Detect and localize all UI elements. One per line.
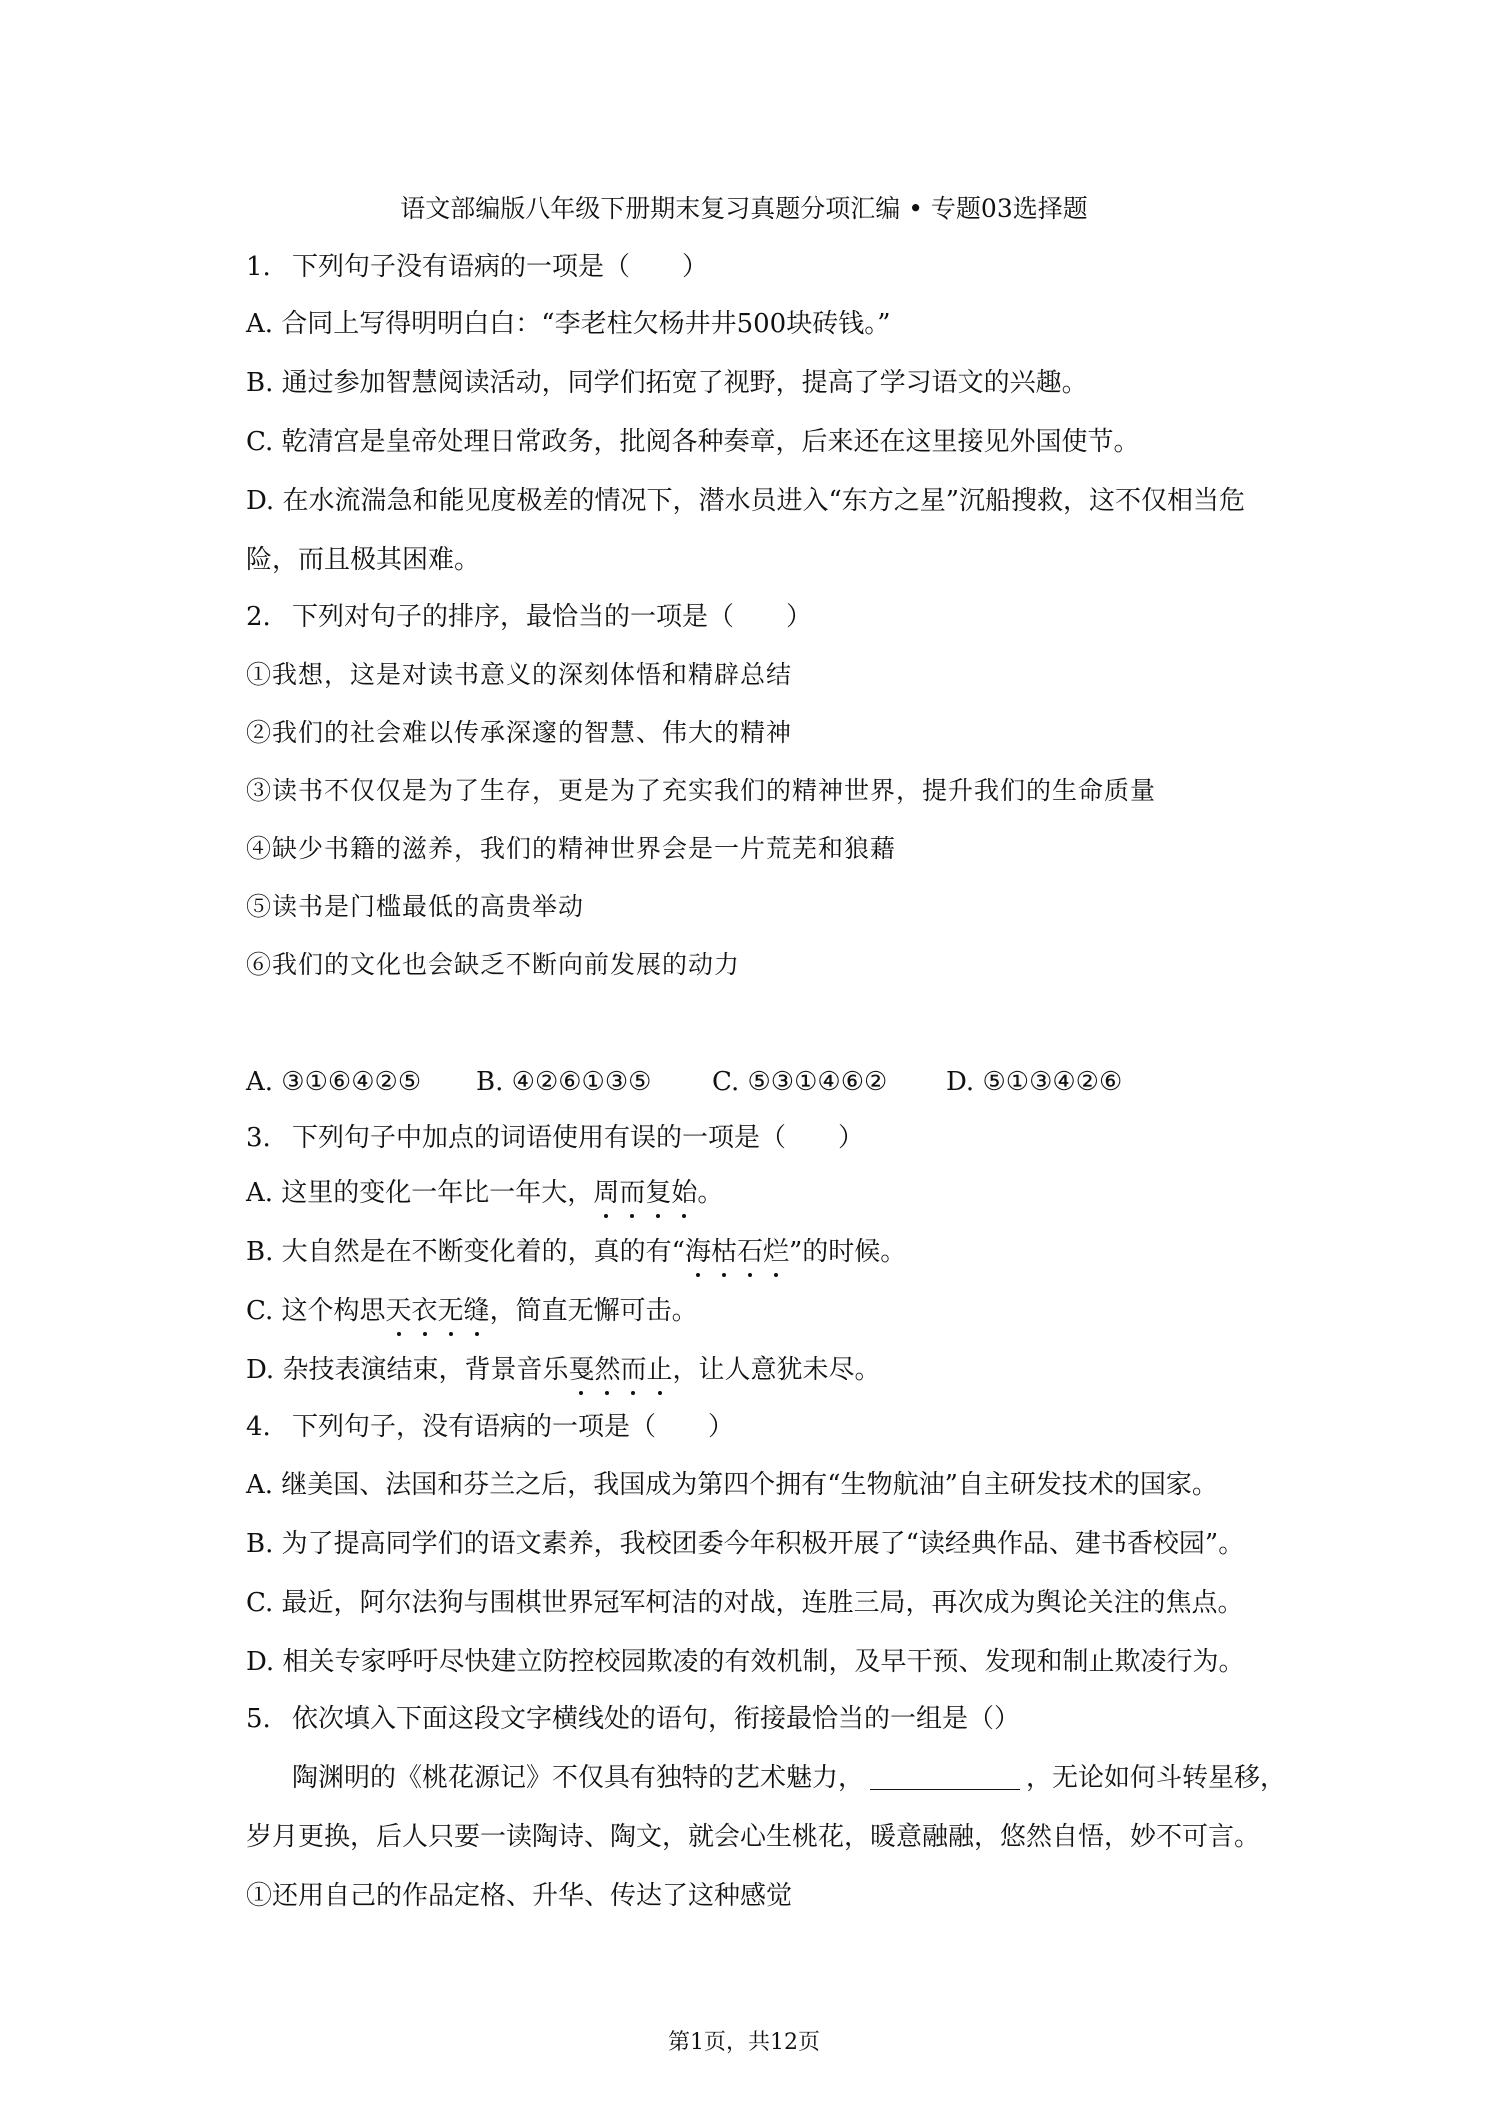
option-text: C. 这个构思 (246, 1296, 386, 1326)
question-5-stem (246, 1702, 1306, 1736)
q2-sentence-5: ⑤读书是门槛最低的高贵举动 (246, 892, 585, 921)
q5-sentence-1: ①还用自己的作品定格、升华、传达了这种感觉 (246, 1881, 793, 1911)
question-1-stem (246, 250, 1306, 284)
q3-option-b (246, 1235, 1306, 1269)
q2-option-c: C. ⑤③①④⑥② (712, 1067, 888, 1097)
question-number: 4. (246, 1412, 271, 1442)
dotted-char: 天 (385, 1296, 412, 1326)
dotted-char: 缝 (463, 1296, 490, 1326)
question-text: 依次填入下面这段文字横线处的语句，衔接最恰当的一组是（） (292, 1704, 1021, 1734)
dotted-char: 无 (437, 1296, 464, 1326)
passage-text: ，无论如何斗转星移， (1026, 1763, 1287, 1793)
option-text: D. 杂技表演结束，背景音乐 (246, 1355, 569, 1385)
option-text: ，让人意犹未尽。 (672, 1355, 881, 1385)
dotted-char: 止 (646, 1355, 673, 1385)
q4-option-b: B. 为了提高同学们的语文素养，我校团委今年积极开展了“读经典作品、建书香校园”。 (246, 1529, 1245, 1559)
question-text: 下列句子中加点的词语使用有误的一项是（ ） (292, 1123, 865, 1153)
q4-option-a: A. 继美国、法国和芬兰之后，我国成为第四个拥有“生物航油”自主研发技术的国家。 (246, 1470, 1218, 1500)
dotted-char: 周 (593, 1178, 620, 1208)
q2-option-d: D. ⑤①③④②⑥ (946, 1067, 1123, 1097)
passage-text: 陶渊明的《桃花源记》不仅具有独特的艺术魅力， (292, 1763, 865, 1793)
dotted-char: 衣 (411, 1296, 438, 1326)
question-text: 下列对句子的排序，最恰当的一项是（ ） (292, 602, 813, 632)
dotted-char: 烂 (762, 1237, 789, 1267)
q3-option-a (246, 1176, 1306, 1210)
q5-passage-line2: 岁月更换，后人只要一读陶诗、陶文，就会心生桃花，暖意融融，悠然自悟，妙不可言。 (246, 1822, 1261, 1852)
q2-option-a: A. ③①⑥④②⑤ (246, 1067, 422, 1097)
q1-option-c: C. 乾清宫是皇帝处理日常政务，批阅各种奏章，后来还在这里接见外国使节。 (246, 427, 1140, 457)
dotted-char: 戛 (568, 1355, 595, 1385)
q2-sentence-2: ②我们的社会难以传承深邃的智慧、伟大的精神 (246, 718, 793, 747)
question-number: 3. (246, 1123, 271, 1153)
q2-sentence-1: ①我想，这是对读书意义的深刻体悟和精辟总结 (246, 660, 793, 689)
q2-sentence-3: ③读书不仅仅是为了生存，更是为了充实我们的精神世界，提升我们的生命质量 (246, 776, 1157, 805)
option-text: 。 (697, 1178, 724, 1208)
question-2-stem (246, 600, 1306, 634)
document-title: 语文部编版八年级下册期末复习真题分项汇编 • 专题03选择题 (400, 194, 1088, 223)
dotted-char: 而 (620, 1355, 647, 1385)
q1-option-d-line1: D. 在水流湍急和能见度极差的情况下，潜水员进入“东方之星”沉船搜救，这不仅相当危 (246, 486, 1246, 516)
question-4-stem (246, 1410, 1306, 1444)
question-3-stem (246, 1121, 1306, 1155)
q4-option-d: D. 相关专家呼吁尽快建立防控校园欺凌的有效机制，及早干预、发现和制止欺凌行为。 (246, 1647, 1245, 1677)
option-text: ”的时候。 (789, 1237, 907, 1267)
q2-sentence-6: ⑥我们的文化也会缺乏不断向前发展的动力 (246, 950, 741, 979)
question-number: 2. (246, 602, 271, 632)
q2-options-row (246, 1065, 1306, 1099)
page-footer: 第1页，共12页 (668, 2030, 820, 2055)
option-text: ，简直无懈可击。 (489, 1296, 698, 1326)
q5-passage-line1 (246, 1761, 1352, 1795)
dotted-char: 海 (684, 1237, 711, 1267)
option-text: B. 大自然是在不断变化着的，真的有“ (246, 1237, 685, 1267)
question-number: 5. (246, 1704, 271, 1734)
q1-option-b: B. 通过参加智慧阅读活动，同学们拓宽了视野，提高了学习语文的兴趣。 (246, 368, 1088, 398)
option-text: A. 这里的变化一年比一年大， (246, 1178, 594, 1208)
q3-option-d (246, 1353, 1306, 1387)
question-text: 下列句子没有语病的一项是（ ） (292, 252, 709, 282)
fill-in-blank (870, 1763, 1020, 1790)
dotted-char: 而 (619, 1178, 646, 1208)
dotted-char: 然 (594, 1355, 621, 1385)
question-number: 1. (246, 252, 271, 282)
q2-sentence-4: ④缺少书籍的滋养，我们的精神世界会是一片荒芜和狼藉 (246, 834, 897, 863)
q1-option-a: A. 合同上写得明明白白：“李老柱欠杨井井500块砖钱。” (246, 309, 891, 339)
q1-option-d-line2: 险，而且极其困难。 (246, 545, 481, 575)
q3-option-c (246, 1294, 1306, 1328)
q4-option-c: C. 最近，阿尔法狗与围棋世界冠军柯洁的对战，连胜三局，再次成为舆论关注的焦点。 (246, 1588, 1244, 1618)
dotted-char: 始 (671, 1178, 698, 1208)
q2-option-b: B. ④②⑥①③⑤ (476, 1067, 652, 1097)
dotted-char: 枯 (710, 1237, 737, 1267)
dotted-char: 石 (736, 1237, 763, 1267)
question-text: 下列句子，没有语病的一项是（ ） (292, 1412, 735, 1442)
dotted-char: 复 (645, 1178, 672, 1208)
